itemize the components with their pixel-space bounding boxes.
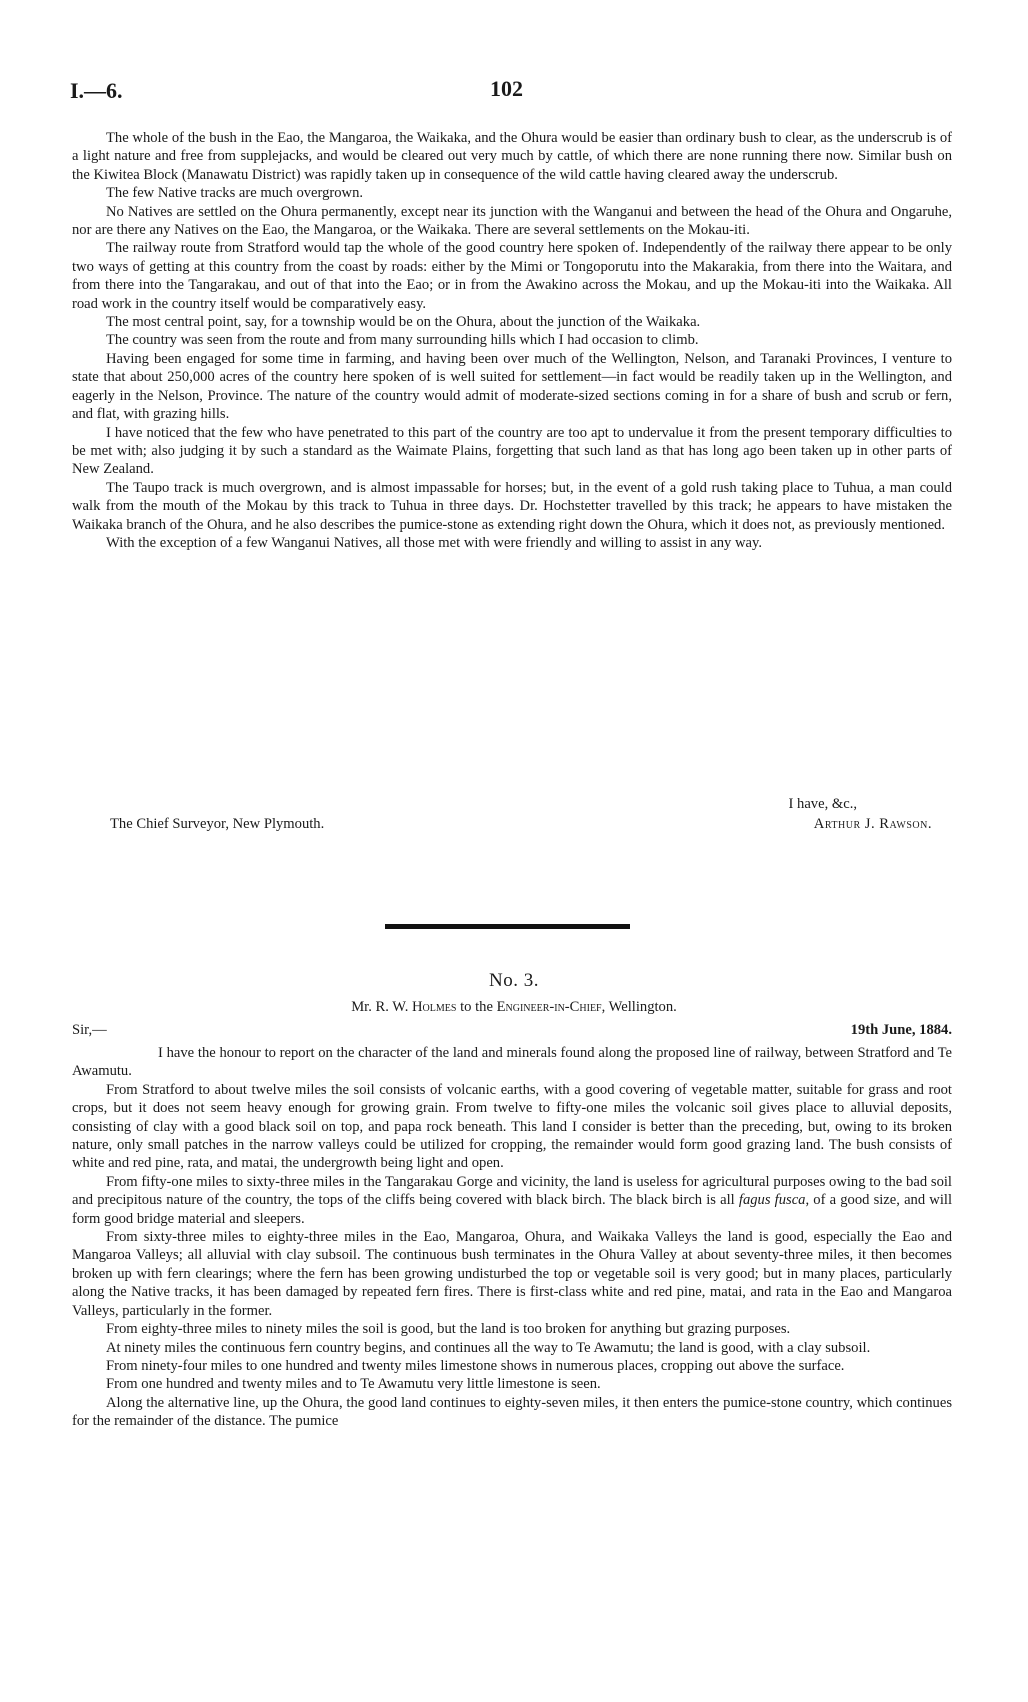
paragraph: From sixty-three miles to eighty-three miles in the Eao, Mangaroa, Ohura, and Waikaka Valleys the land is good, especially the Eao and Mangaroa Valleys; all alluvial with clay subsoil. The continuous bush terminates in the Ohura Valley at about seventy-three miles, it then becomes broken up with fern clearings; where the fern has been growing undisturbed the top or vegetable soil is very good; but in many places, particularly along the Native tracks, it has been damaged by repeated fern fires. There is first-class white and red pine, matai, and rata in the Eao and Mangaroa Valleys, particularly in the former. <box>72 1229 952 1319</box>
heading-suffix: , Wellington. <box>601 999 677 1015</box>
paragraph: The country was seen from the route and from many surrounding hills which I had occasion to climb. <box>106 332 699 349</box>
document-reference: I.—6. <box>70 78 123 103</box>
page-header <box>70 78 950 108</box>
species-name: fagus fusca <box>738 1192 806 1209</box>
letter-date: 19th June, 1884. <box>850 1022 952 1038</box>
section-divider <box>385 924 630 929</box>
paragraph: The most central point, say, for a township would be on the Ohura, about the junction of the Waikaka. <box>106 314 701 331</box>
paragraph: From eighty-three miles to ninety miles the soil is good, but the land is too broken for anything but grazing purposes. <box>106 1321 791 1338</box>
heading-mid: to the <box>456 999 497 1015</box>
paragraph: I have the honour to report on the character of the land and minerals found along the proposed line of railway, between Stratford and Te Awamutu. <box>72 1045 952 1080</box>
section-title: No. 3. <box>489 970 539 991</box>
report-body-section-1 <box>72 129 952 552</box>
recipient-title: Engineer-in-Chief <box>496 999 602 1015</box>
paragraph: The railway route from Stratford would tap the whole of the good country here spoken of. Independently of the railway there appear to be only two ways of getting at this country from the coast by roads: either by the Mimi or Tongoporutu into the Makarakia, from there into the Waitara, and from there into the Tangarakau, and out of that into the Eao; or in from the Awakino across the Mokau, and up the Mokau-iti into the Waikaka. All road work in the country itself would be comparatively easy. <box>72 240 952 312</box>
paragraph: From Stratford to about twelve miles the soil consists of volcanic earths, with a good covering of vegetable matter, suitable for grass and root crops, but it does not seem heavy enough for growing grain. From twelve to fifty-one miles the volcanic soil gives place to alluvial deposits, consisting of clay with a good black soil on top, and papa rock beneath. This land I consider is better than the preceding, but, owing to its broken nature, only small patches in the narrow valleys could be utilized for cropping, the remainder would form good grazing land. The bush consists of white and red pine, rata, and matai, the undergrowth being light and open. <box>72 1081 952 1172</box>
paragraph: From ninety-four miles to one hundred and twenty miles limestone shows in numerous places, cropping out above the surface. <box>106 1357 845 1374</box>
paragraph: The whole of the bush in the Eao, the Mangaroa, the Waikaka, and the Ohura would be easier than ordinary bush to clear, as the underscrub is of a light nature and free from supplejacks, and would be cleared out very much by cattle, of which there are none running there now. Similar bush on the Kiwitea Block (Manawatu District) was rapidly taken up in consequence of the wild cattle having cleared away the underscrub. <box>72 130 952 183</box>
paragraph: I have noticed that the few who have penetrated to this part of the country are too apt to undervalue it from the present temporary difficulties to be met with; also judging it by such a standard as the Waimate Plains, forgetting that such land as that has long ago been taken up in other parts of New Zealand. <box>72 424 952 478</box>
heading-prefix: Mr. R. W. <box>351 999 413 1015</box>
paragraph-text: From fifty-one miles to sixty-three miles in the Tangarakau Gorge and vicinity, the land is useless for agricultural purposes owing to the bad soil and precipitous nature of the country, the tops of the cliffs being covered with black birch. The black birch is all <box>72 1173 952 1209</box>
page-number: 102 <box>490 76 523 101</box>
paragraph: Along the alternative line, up the Ohura, the good land continues to eighty-seven miles, it then enters the pumice-stone country, which continues for the remainder of the distance. The pumice <box>72 1394 952 1430</box>
paragraph: With the exception of a few Wanganui Natives, all those met with were friendly and willing to assist in any way. <box>106 534 763 551</box>
salutation: Sir,— <box>72 1022 107 1038</box>
paragraph: At ninety miles the continuous fern country begins, and continues all the way to Te Awamutu; the land is good, with a clay subsoil. <box>106 1339 871 1356</box>
paragraph-text: , of a good size, and will form good bridge material and sleepers. <box>72 1192 952 1227</box>
letter-closing <box>72 796 952 836</box>
paragraph: The Taupo track is much overgrown, and is almost impassable for horses; but, in the event of a gold rush taking place to Tuhua, a man could walk from the mouth of the Mokau by this track to Tuhua in three days. Dr. Hochstetter travelled by this track; he appears to have mistaken the Waikaka branch of the Ohura, and he also describes the pumice-stone as extending right down the Ohura, which it does not, as previously mentioned. <box>72 479 952 533</box>
sender-name: Holmes <box>412 999 457 1015</box>
letter-heading <box>0 999 1028 1016</box>
paragraph: The few Native tracks are much overgrown. <box>106 185 364 202</box>
paragraph: No Natives are settled on the Ohura permanently, except near its junction with the Wanganui and between the head of the Ohura and Ongaruhe, nor are there any Natives on the Eao, the Mangaroa, or the Waikaka. There are several settlements on the Mokau-iti. <box>72 203 952 239</box>
paragraph: Having been engaged for some time in farming, and having been over much of the Wellington, Nelson, and Taranaki Provinces, I venture to state that about 250,000 acres of the country here spoken of is well suited for settlement—in fact would be readily taken up in the Wellington, and eagerly in the Nelson, Province. The nature of the country would admit of moderate-sized sections coming in for a share of bush and scrub or fern, and flat, with grazing hills. <box>72 350 952 423</box>
signature-name: Arthur J. Rawson. <box>813 816 932 832</box>
report-body-section-2 <box>72 1044 952 1431</box>
addressee: The Chief Surveyor, New Plymouth. <box>110 816 325 832</box>
paragraph-with-italic <box>72 1173 952 1228</box>
paragraph: From one hundred and twenty miles and to Te Awamutu very little limestone is seen. <box>106 1376 601 1393</box>
closing-formula: I have, &c., <box>788 796 857 812</box>
